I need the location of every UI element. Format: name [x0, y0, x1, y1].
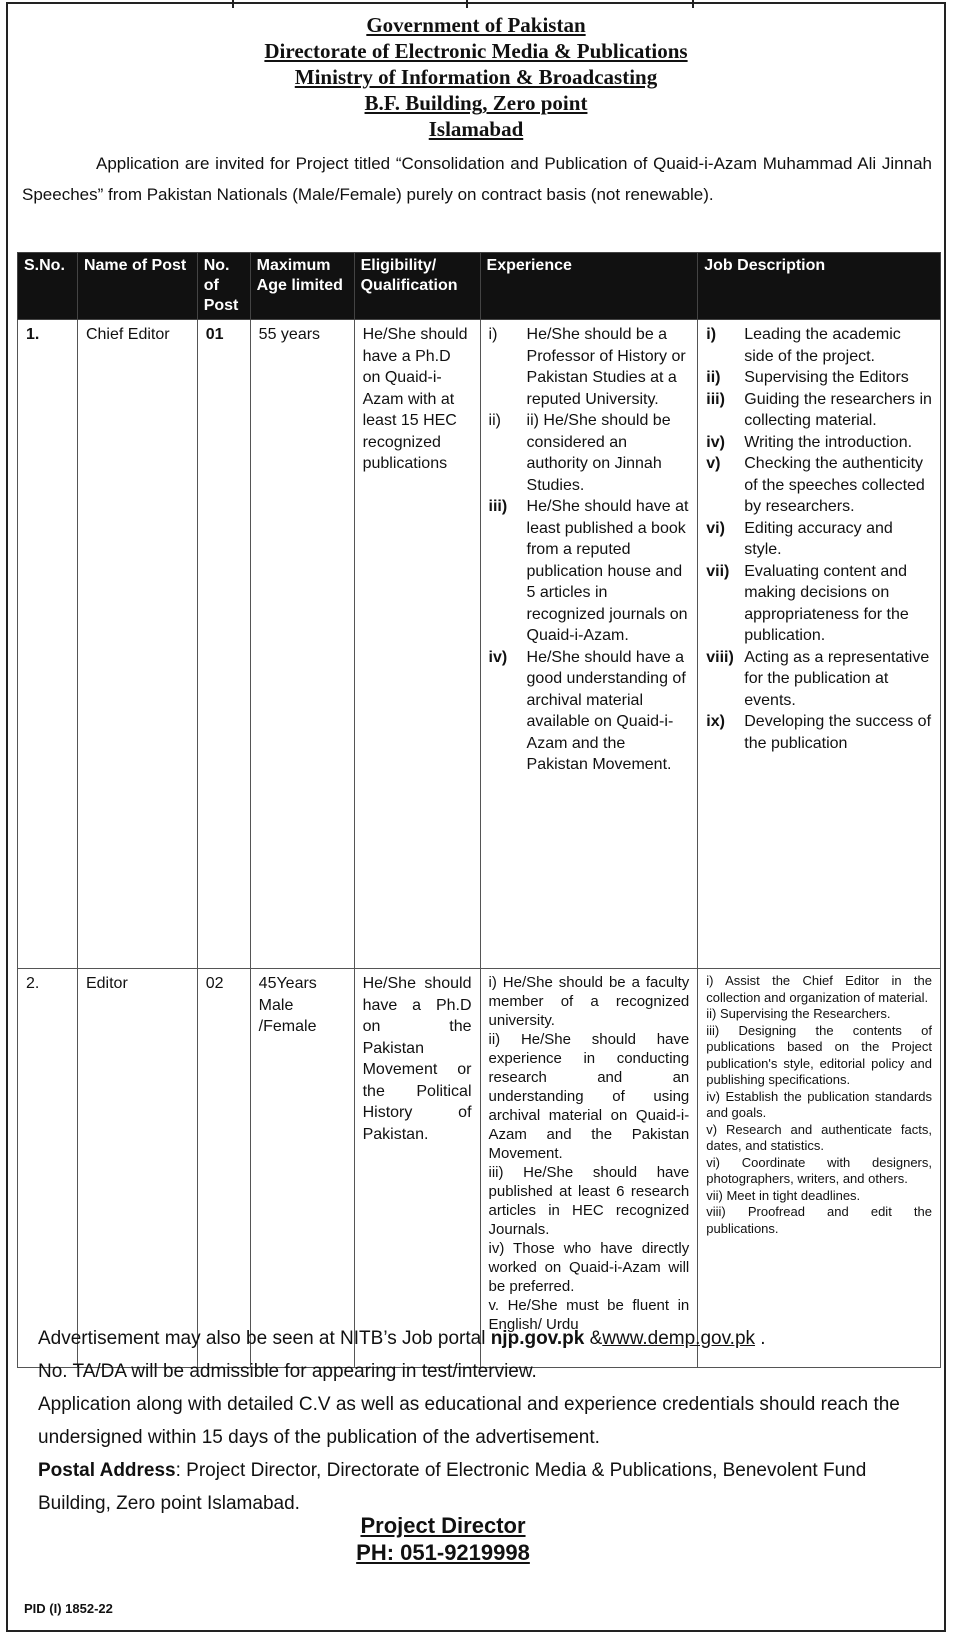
list-item: iv) Writing the introduction. — [706, 433, 913, 451]
row1-qualification: He/She should have a Ph.D on Quaid-i-Azam with at least 15 HEC recognized publications — [354, 320, 480, 969]
list-item: iii) He/She should have published at least 6 research articles in HEC recognized Journals. — [488, 1164, 690, 1238]
row1-age: 55 years — [250, 320, 354, 969]
list-item: ii) Supervising the Researchers. — [706, 1006, 891, 1021]
col-age: Maximum Age limited — [250, 253, 354, 320]
list-item: vii) Evaluating content and making decisions on appropriateness for the publication. — [706, 562, 909, 644]
row2-age: 45Years Male /Female — [250, 969, 354, 1368]
list-item: ii) Supervising the Editors — [706, 369, 909, 386]
col-qualification: Eligibility/ Qualification — [354, 253, 480, 320]
col-post: Name of Post — [77, 253, 197, 320]
header-city: Islamabad — [428, 117, 524, 141]
row1-sno: 1. — [18, 320, 78, 969]
row2-duties — [698, 969, 941, 1368]
list-item: iv) He/She should have a good understanding of archival material available on Quaid-i-Azam and the Pakistan Movement. — [488, 648, 686, 773]
signature-block — [333, 1512, 553, 1566]
list-item: iii) Designing the contents of publications based on the Project publication's style, editorial policy and publishing specifications. — [706, 1022, 932, 1087]
list-item: v) Research and authenticate facts, dates, and statistics. — [706, 1121, 932, 1153]
pid-code: PID (I) 1852-22 — [24, 1601, 113, 1616]
list-item: vii) Meet in tight deadlines. — [706, 1187, 861, 1203]
signature-phone: PH: 051-9219998 — [356, 1540, 530, 1565]
header — [8, 12, 944, 142]
table-row — [18, 320, 941, 969]
col-count: No. of Post — [197, 253, 250, 320]
list-item: ii) He/She should have experience in conducting research and an understanding of using archival material on Quaid-i-Azam and the Pakistan Movement. — [488, 1031, 690, 1162]
jobs-table — [17, 252, 941, 1368]
col-experience: Experience — [480, 253, 698, 320]
header-government: Government of Pakistan — [366, 13, 586, 37]
list-item: iii) He/She should have at least published a book from a reputed publication house and 5 articles in recognized journals on Quaid-i-Azam. — [488, 498, 689, 644]
row2-sno: 2. — [18, 969, 78, 1368]
row1-count: 01 — [197, 320, 250, 969]
footer-portal-line: Advertisement may also be seen at NITB’s Job portal njp.gov.pk &www.demp.gov.pk . — [38, 1328, 766, 1349]
portal-link[interactable]: njp.gov.pk — [490, 1328, 585, 1349]
header-directorate: Directorate of Electronic Media & Publications — [264, 39, 688, 63]
footer-application-line: Application along with detailed C.V as well as educational and experience credentials should reach the undersigned within 15 days of the publication of the advertisement. — [38, 1394, 900, 1448]
table-row — [18, 969, 941, 1368]
footer-postal-address: Postal Address: Project Director, Directorate of Electronic Media & Publications, Benevolent Fund Building, Zero point Islamabad. — [38, 1460, 867, 1514]
website-link[interactable]: www.demp.gov.pk — [602, 1328, 756, 1349]
duties-list — [706, 324, 932, 754]
row1-experience — [480, 320, 698, 969]
footer-tada-line: No. TA/DA will be admissible for appearing in test/interview. — [38, 1361, 537, 1382]
postal-label: Postal Address — [38, 1460, 176, 1481]
list-item: i) Leading the academic side of the project. — [706, 326, 901, 365]
intro-text: Application are invited for Project titled “Consolidation and Publication of Quaid-i-Azam Muhammad Ali Jinnah Speeches” from Pakistan Nationals (Male/Female) purely on contract basis (not renewable). — [22, 154, 932, 204]
list-item: i) He/She should be a Professor of History or Pakistan Studies at a reputed University. — [488, 326, 686, 408]
row1-post: Chief Editor — [77, 320, 197, 969]
list-item: iv) Those who have directly worked on Quaid-i-Azam will be preferred. — [488, 1240, 690, 1295]
list-item: viii) Proofread and edit the publications. — [706, 1204, 932, 1236]
list-item: ii) ii) He/She should be considered an authority on Jinnah Studies. — [488, 412, 671, 494]
list-item: ix) Developing the success of the publication — [706, 713, 932, 752]
table-header-row — [18, 253, 941, 320]
header-ministry: Ministry of Information & Broadcasting — [294, 65, 658, 89]
list-item: i) Assist the Chief Editor in the collection and organization of material. — [706, 973, 932, 1005]
row2-count: 02 — [197, 969, 250, 1368]
list-item: i) He/She should be a faculty member of a recognized university. — [488, 974, 690, 1029]
intro-paragraph — [8, 148, 944, 210]
row2-experience — [480, 969, 698, 1368]
list-item: viii) Acting as a representative for the publication at events. — [706, 648, 930, 709]
advertisement-page — [6, 2, 946, 1632]
list-item: iii) Guiding the researchers in collecting material. — [706, 390, 932, 429]
col-sno: S.No. — [18, 253, 78, 320]
experience-list — [489, 324, 690, 776]
col-job-description: Job Description — [698, 253, 941, 320]
list-item: vi) Editing accuracy and style. — [706, 519, 893, 558]
signature-title: Project Director — [360, 1513, 526, 1538]
list-item: vi) Coordinate with designers, photographers, writers, and others. — [706, 1154, 932, 1186]
list-item: v) Checking the authenticity of the speeches collected by researchers. — [706, 455, 925, 515]
list-item: v. He/She must be fluent in English/ Urdu — [488, 1297, 690, 1333]
footer-notes — [38, 1322, 918, 1520]
row1-duties — [698, 320, 941, 969]
list-item: iv) Establish the publication standards and goals. — [706, 1088, 932, 1120]
row2-qualification: He/She should have a Ph.D on the Pakistan Movement or the Political History of Pakistan. — [354, 969, 480, 1368]
row2-post: Editor — [77, 969, 197, 1368]
header-building: B.F. Building, Zero point — [364, 91, 588, 115]
